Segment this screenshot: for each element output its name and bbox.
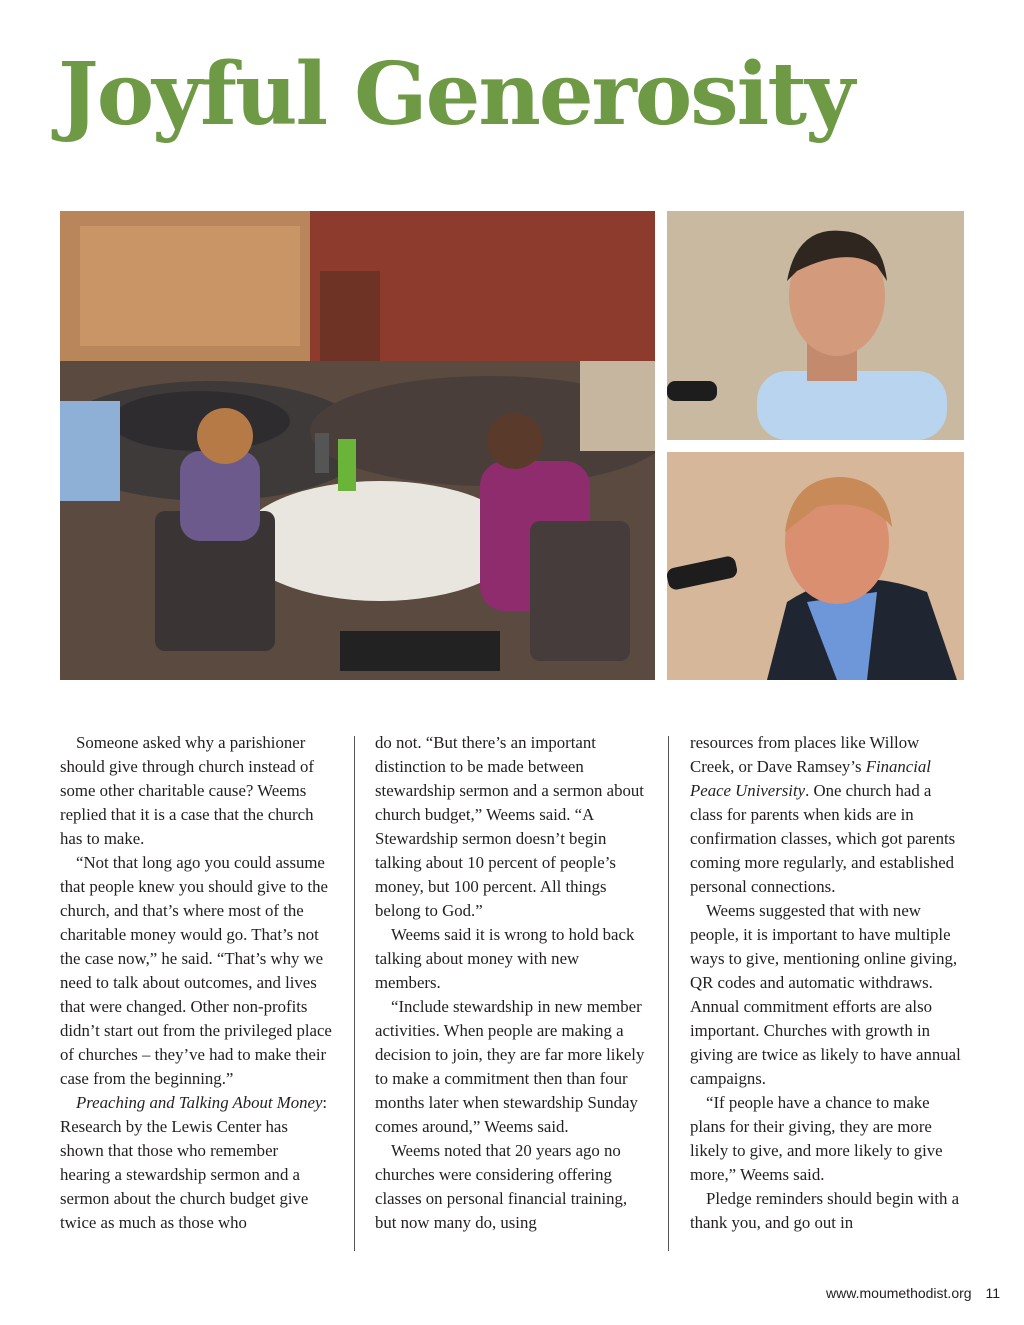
- column-1-paragraph-3: [60, 1091, 332, 1235]
- page-footer: [826, 1285, 1000, 1301]
- column-3-paragraph-4: Pledge reminders should begin with a thank you, and go out in: [690, 1189, 960, 1232]
- column-2-paragraph-2: Weems said it is wrong to hold back talking about money with new members.: [375, 925, 635, 992]
- column-3-paragraph-1-text: . One church had a class for parents when kids are in confirmation classes, which got parents coming more regularly, and established personal connections.: [690, 781, 956, 896]
- column-1-paragraph-1: Someone asked why a parishioner should give through church instead of some other charitable cause? Weems replied that it is a case that the church has to make.: [60, 733, 314, 848]
- article-column-1: [60, 731, 332, 1235]
- column-1-paragraph-3-text: : Research by the Lewis Center has shown that those who remember hearing a stewardship sermon and a sermon about the church budget give twice as much as those who: [60, 1093, 328, 1232]
- article-column-3: [690, 731, 962, 1235]
- page-title: Joyful Generosity: [58, 44, 854, 145]
- column-divider-1: [354, 736, 355, 1251]
- book-title-financial-peace: Financial Peace University: [690, 757, 931, 800]
- column-2-paragraph-3: “Include stewardship in new member activities. When people are making a decision to join, they are far more likely to make a commitment then than four months later when stewardship Sunday comes around,” Weems said.: [375, 997, 645, 1136]
- column-3-paragraph-2: Weems suggested that with new people, it is important to have multiple ways to give, mentioning online giving, QR codes and automatic withdraws. Annual commitment efforts are also important. Churches with growth in giving are twice as likely to have annual campaigns.: [690, 901, 961, 1088]
- section-heading-preaching: Preaching and Talking About Money: [76, 1093, 323, 1112]
- speaker-photo-top: [667, 211, 964, 440]
- column-3-paragraph-1: [690, 731, 962, 899]
- column-divider-2: [668, 736, 669, 1251]
- page-number: 11: [985, 1285, 1000, 1301]
- column-1-paragraph-2: “Not that long ago you could assume that people knew you should give to the church, and that’s where most of the charitable money would go. That’s not the case now,” he said. “That’s why we need to talk about outcomes, and lives that were changed. Other non-profits didn’t start out from the privileged place of churches – they’ve had to make their case from the beginning.”: [60, 853, 332, 1088]
- column-2-paragraph-1: do not. “But there’s an important distinction to be made between stewardship sermon and a sermon about church budget,” Weems said. “A Stewardship sermon doesn’t begin talking about 10 percent of people’s money, but 100 percent. All things belong to God.”: [375, 733, 644, 920]
- column-2-paragraph-4: Weems noted that 20 years ago no churches were considering offering classes on personal financial training, but now many do, using: [375, 1141, 628, 1232]
- column-3-paragraph-1-pre: resources from places like Willow Creek, or Dave Ramsey’s: [690, 733, 920, 776]
- conference-audience-photo: [60, 211, 655, 680]
- speaker-photo-bottom: [667, 452, 964, 680]
- article-column-2: [375, 731, 647, 1235]
- footer-url: www.moumethodist.org: [826, 1285, 972, 1301]
- column-3-paragraph-3: “If people have a chance to make plans for their giving, they are more likely to give, and more likely to give more,” Weems said.: [690, 1093, 943, 1184]
